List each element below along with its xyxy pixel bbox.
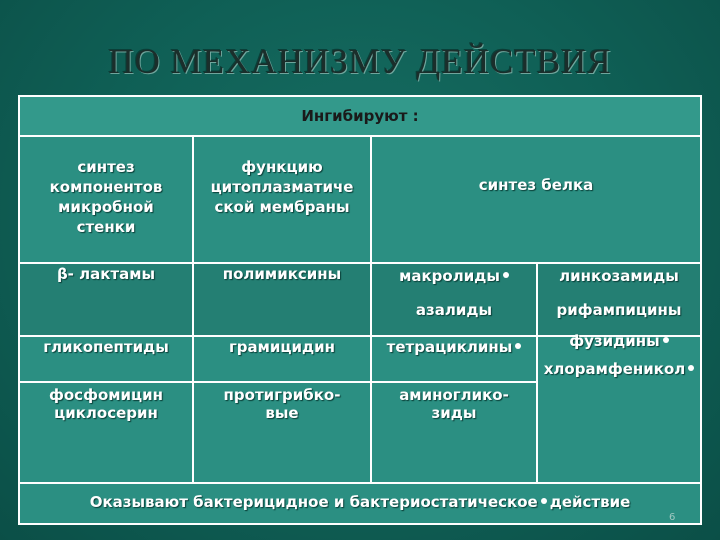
cell-r1c2 (194, 264, 370, 335)
cell-text-r3c2b: вые (265, 404, 299, 422)
bullet-dot-icon (515, 343, 521, 349)
mechanism-table (18, 95, 702, 525)
cell-text-r1c2: полимиксины (222, 265, 342, 283)
cell-text-r3c1a: фосфомицин (48, 386, 164, 404)
cell-r3c1 (20, 383, 192, 482)
tetracyclines-label: тетрациклины (386, 338, 513, 356)
column-label-wall: синтез компонентов микробной стенки (49, 158, 163, 236)
bullet-dot-icon (663, 337, 669, 343)
cell-r2c2 (194, 337, 370, 381)
cell-r3c2 (194, 383, 370, 482)
cell-text-r1c1: β- лактамы (56, 265, 156, 283)
macrolides-label: макролиды (399, 267, 500, 285)
column-membrane (194, 137, 370, 262)
cell-r3c3 (372, 383, 536, 482)
column-label-protein: синтез белка (478, 176, 594, 194)
cell-r2c3 (372, 337, 536, 381)
cell-text-r2c2: грамицидин (228, 338, 336, 356)
cell-text-r1c3a (372, 266, 536, 286)
cell-text-r3c2a: протигрибко- (223, 386, 341, 404)
cell-text-r3c1b: циклосерин (54, 404, 158, 422)
table-header (20, 97, 700, 135)
bullet-dot-icon (541, 498, 547, 504)
column-protein (372, 137, 700, 262)
cell-r1c3 (372, 264, 536, 335)
cell-text-r1c4a: линкозамиды (559, 267, 679, 285)
footer-main-label: Оказывают бактерицидное и бактериостатическое (89, 493, 538, 511)
cell-text-r2c4a (538, 331, 700, 351)
footer-text (20, 492, 700, 512)
column-label-membrane: функцию цитоплазматиче ской мембраны (210, 158, 354, 216)
table-footer (20, 484, 700, 523)
cell-text-r2c1: гликопептиды (43, 338, 169, 356)
bullet-dot-icon (688, 365, 694, 371)
fusidins-label: фузидины (569, 332, 660, 350)
footer-tail-label: действие (549, 493, 631, 511)
page-number: 6 (669, 512, 676, 523)
chloramphenicol-label: хлорамфеникол (543, 360, 686, 378)
cell-r2c4 (538, 332, 700, 482)
cell-text-r2c3 (372, 337, 536, 357)
header-label: Ингибируют : (301, 107, 419, 125)
bullet-dot-icon (503, 272, 509, 278)
cell-text-r2c4b (538, 359, 700, 379)
cell-text-r3c3a: аминоглико- (399, 386, 509, 404)
cell-r2c1 (20, 337, 192, 381)
cell-r1c4 (538, 264, 700, 335)
cell-text-r1c4b: рифампицины (556, 301, 682, 319)
cell-text-r1c3b: азалиды (415, 301, 493, 319)
cell-text-r3c3b: зиды (431, 404, 477, 422)
slide-title: ПО МЕХАНИЗМУ ДЕЙСТВИЯ (108, 42, 612, 81)
column-cell-wall (20, 137, 192, 262)
cell-r1c1 (20, 264, 192, 335)
